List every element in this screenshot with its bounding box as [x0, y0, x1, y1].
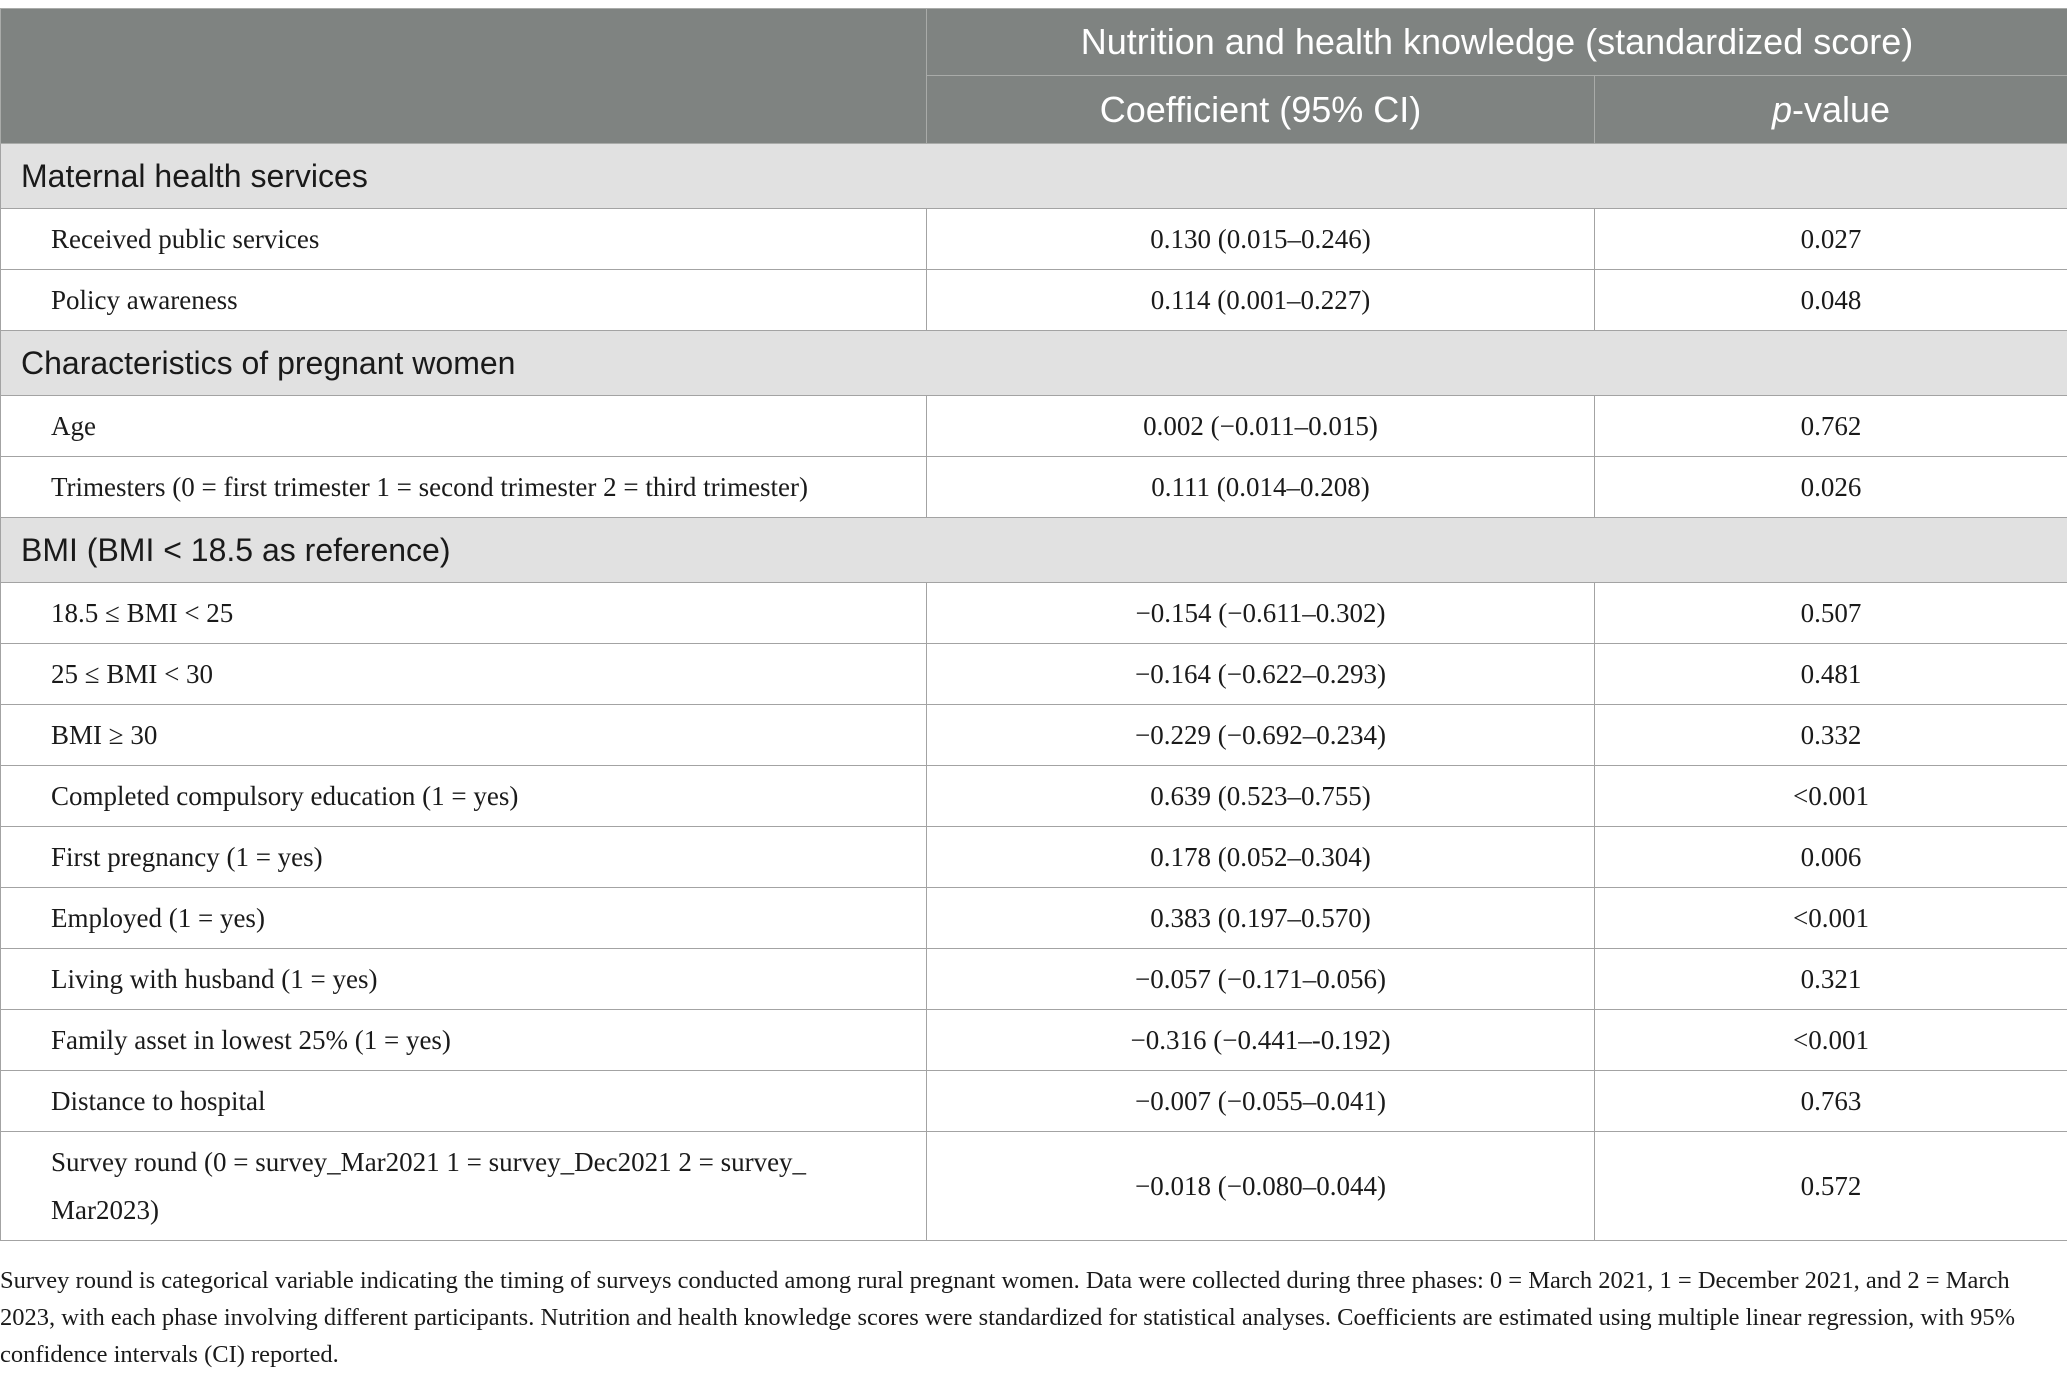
row-coefficient: −0.164 (−0.622–0.293): [927, 644, 1595, 705]
row-label: Age: [1, 396, 927, 457]
header-p-italic: p: [1771, 88, 1792, 130]
header-row-group: [1, 9, 2067, 76]
section-bmi: BMI (BMI < 18.5 as reference): [1, 518, 2067, 583]
row-coefficient: −0.316 (−0.441–-0.192): [927, 1010, 1595, 1071]
row-label: 25 ≤ BMI < 30: [1, 644, 927, 705]
header-p-value: [1595, 76, 2067, 144]
table-row: [1, 1132, 2067, 1241]
section-characteristics: Characteristics of pregnant women: [1, 331, 2067, 396]
row-p-value: 0.763: [1595, 1071, 2067, 1132]
row-label: Family asset in lowest 25% (1 = yes): [1, 1010, 927, 1071]
row-coefficient: 0.111 (0.014–0.208): [927, 457, 1595, 518]
row-label: Trimesters (0 = first trimester 1 = second trimester 2 = third trimester): [1, 457, 927, 518]
table-row: [1, 827, 2067, 888]
header-p-rest: -value: [1791, 88, 1891, 130]
row-p-value: 0.006: [1595, 827, 2067, 888]
row-p-value: <0.001: [1595, 888, 2067, 949]
row-label: Policy awareness: [1, 270, 927, 331]
row-coefficient: 0.002 (−0.011–0.015): [927, 396, 1595, 457]
table-row: [1, 583, 2067, 644]
table-row: [1, 270, 2067, 331]
table-row: [1, 396, 2067, 457]
row-coefficient: −0.057 (−0.171–0.056): [927, 949, 1595, 1010]
row-coefficient: 0.178 (0.052–0.304): [927, 827, 1595, 888]
row-coefficient: 0.383 (0.197–0.570): [927, 888, 1595, 949]
row-p-value: 0.027: [1595, 209, 2067, 270]
row-coefficient: 0.130 (0.015–0.246): [927, 209, 1595, 270]
table-row: [1, 888, 2067, 949]
table-row: [1, 949, 2067, 1010]
row-label: 18.5 ≤ BMI < 25: [1, 583, 927, 644]
row-label: Living with husband (1 = yes): [1, 949, 927, 1010]
table-row: [1, 644, 2067, 705]
header-coefficient: Coefficient (95% CI): [927, 76, 1595, 144]
section-maternal-health-services: Maternal health services: [1, 144, 2067, 209]
row-coefficient: −0.018 (−0.080–0.044): [927, 1132, 1595, 1241]
table-row: [1, 705, 2067, 766]
row-p-value: 0.507: [1595, 583, 2067, 644]
row-coefficient: 0.114 (0.001–0.227): [927, 270, 1595, 331]
row-coefficient: −0.007 (−0.055–0.041): [927, 1071, 1595, 1132]
header-blank-cell: [1, 9, 927, 144]
row-p-value: 0.572: [1595, 1132, 2067, 1241]
row-label: Received public services: [1, 209, 927, 270]
row-coefficient: −0.229 (−0.692–0.234): [927, 705, 1595, 766]
row-coefficient: 0.639 (0.523–0.755): [927, 766, 1595, 827]
row-label: Survey round (0 = survey_Mar2021 1 = survey_Dec2021 2 = survey_ Mar2023): [1, 1132, 927, 1241]
row-label: Completed compulsory education (1 = yes): [1, 766, 927, 827]
row-p-value: 0.762: [1595, 396, 2067, 457]
header-group-title: Nutrition and health knowledge (standardized score): [927, 9, 2067, 76]
row-p-value: <0.001: [1595, 1010, 2067, 1071]
row-coefficient: −0.154 (−0.611–0.302): [927, 583, 1595, 644]
table-row: [1, 1071, 2067, 1132]
table-row: [1, 1010, 2067, 1071]
regression-table: [0, 8, 2067, 1241]
row-p-value: 0.481: [1595, 644, 2067, 705]
row-p-value: 0.332: [1595, 705, 2067, 766]
table-row: [1, 457, 2067, 518]
row-label: Distance to hospital: [1, 1071, 927, 1132]
row-p-value: <0.001: [1595, 766, 2067, 827]
section-row: [1, 144, 2067, 209]
table-footnote: Survey round is categorical variable indicating the timing of surveys conducted among rural pregnant women. Data were collected during three phases: 0 = March 2021, 1 = December 2021, and 2 = March 2023, with each phase involving different participants. Nutrition and health knowledge scores were standardized for statistical analyses. Coefficients are estimated using multiple linear regression, with 95% confidence intervals (CI) reported.: [0, 1267, 2016, 1368]
table-row: [1, 209, 2067, 270]
row-label: First pregnancy (1 = yes): [1, 827, 927, 888]
table-row: [1, 766, 2067, 827]
row-p-value: 0.048: [1595, 270, 2067, 331]
results-table-container: [0, 8, 2067, 1241]
row-p-value: 0.026: [1595, 457, 2067, 518]
section-row: [1, 331, 2067, 396]
row-label: BMI ≥ 30: [1, 705, 927, 766]
section-row: [1, 518, 2067, 583]
row-p-value: 0.321: [1595, 949, 2067, 1010]
row-label: Employed (1 = yes): [1, 888, 927, 949]
